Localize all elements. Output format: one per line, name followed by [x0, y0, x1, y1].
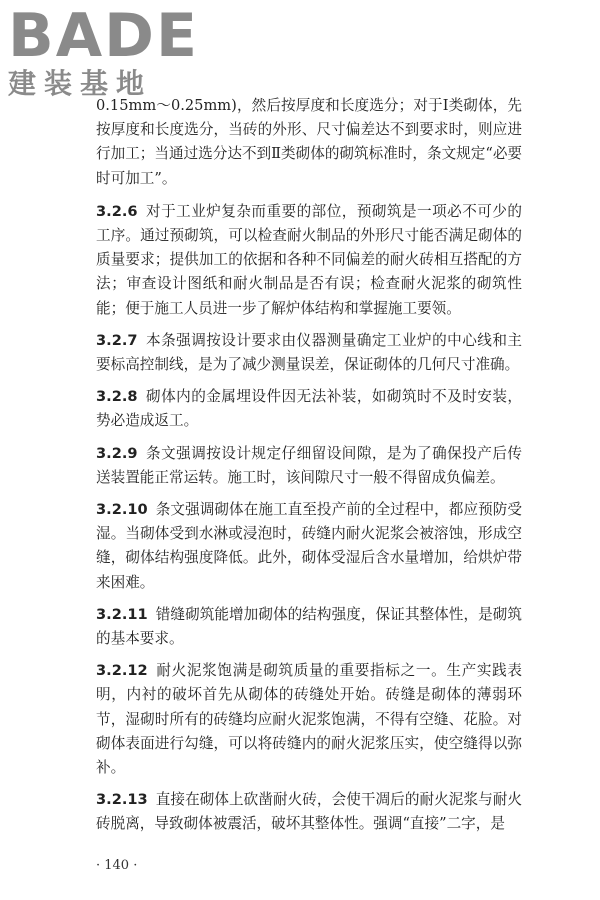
- section-3-2-8: [96, 385, 522, 433]
- site-logo: [8, 1, 199, 100]
- section-3-2-12: [96, 659, 522, 780]
- intro-paragraph: 0.15mm～0.25mm)，然后按厚度和长度选分；对于Ⅰ类砌体，先按厚度和长度选分，当砖的外形、尺寸偏差达不到要求时，则应进行加工；当通过选分达不到Ⅱ类砌体的砌筑标准时，条文规定“必要时可加工”。: [96, 97, 523, 187]
- logo-subtitle: 建装基地: [8, 67, 153, 100]
- document-body: [96, 94, 522, 845]
- section-number: 3.2.12: [96, 662, 148, 680]
- section-3-2-7: [96, 329, 522, 377]
- section-number: 3.2.6: [96, 202, 138, 220]
- section-text: 耐火泥浆饱满是砌筑质量的重要指标之一。生产实践表明，内衬的破坏首先从砌体的砖缝处开始。砖缝是砌体的薄弱环节，湿砌时所有的砖缝均应耐火泥浆饱满，不得有空缝、花脸。对砌体表面进行勾缝，可以将砖缝内的耐火泥浆压实，使空缝得以弥补。: [96, 662, 522, 777]
- section-3-2-9: [96, 442, 522, 490]
- section-number: 3.2.7: [96, 331, 138, 349]
- section-text: 本条强调按设计要求由仪器测量确定工业炉的中心线和主要标高控制线，是为了减少测量误差，保证砌体的几何尺寸准确。: [96, 331, 522, 374]
- section-3-2-10: [96, 498, 522, 595]
- section-text: 砌体内的金属埋设件因无法补装，如砌筑时不及时安装，势必造成返工。: [96, 388, 522, 430]
- section-3-2-13: [96, 788, 522, 836]
- section-3-2-6: [96, 200, 522, 321]
- section-number: 3.2.13: [96, 791, 148, 809]
- section-text: 错缝砌筑能增加砌体的结构强度，保证其整体性，是砌筑的基本要求。: [96, 605, 522, 648]
- section-text: 条文强调砌体在施工直至投产前的全过程中，都应预防受湿。当砌体受到水淋或浸泡时，砖缝内耐火泥浆会被溶蚀，形成空缝，砌体结构强度降低。此外，砌体受湿后含水量增加，给烘炉带来困难。: [96, 501, 522, 591]
- section-text: 对于工业炉复杂而重要的部位，预砌筑是一项必不可少的工序。通过预砌筑，可以检查耐火制品的外形尺寸能否满足砌体的质量要求；提供加工的依据和各种不同偏差的耐火砖相互搭配的方法；审查设计图纸和耐火制品是否有误；检查耐火泥浆的砌筑性能；便于施工人员进一步了解炉体结构和掌握施工要领。: [96, 202, 522, 317]
- logo-brand: BADE: [8, 1, 199, 71]
- section-3-2-11: [96, 603, 522, 651]
- page-number: · 140 ·: [96, 858, 138, 873]
- section-text: 直接在砌体上砍凿耐火砖，会使干凋后的耐火泥浆与耐火砖脱离，导致砌体被震活，破坏其整体性。强调“直接”二字，是: [96, 791, 522, 833]
- section-number: 3.2.8: [96, 388, 138, 406]
- section-text: 条文强调按设计规定仔细留设间隙，是为了确保投产后传送装置能正常运转。施工时，该间隙尺寸一般不得留成负偏差。: [96, 444, 522, 486]
- section-number: 3.2.11: [96, 605, 148, 623]
- section-number: 3.2.9: [96, 444, 138, 462]
- section-number: 3.2.10: [96, 501, 148, 519]
